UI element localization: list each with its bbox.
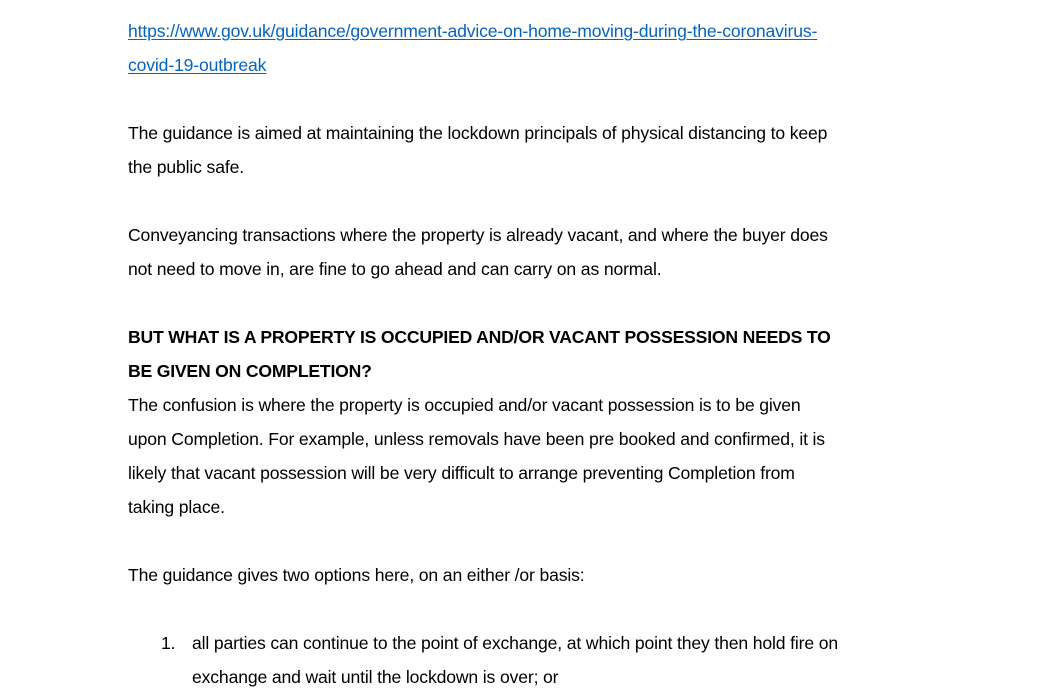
paragraph-line: The confusion is where the property is occupied and/or vacant possession is to be given xyxy=(128,395,801,415)
paragraph-guidance-aim xyxy=(128,116,928,184)
spacer xyxy=(128,184,928,218)
paragraph-line: not need to move in, are fine to go ahead and can carry on as normal. xyxy=(128,259,662,279)
heading-line: BUT WHAT IS A PROPERTY IS OCCUPIED AND/OR VACANT POSSESSION NEEDS TO xyxy=(128,327,831,347)
spacer xyxy=(128,524,928,558)
spacer xyxy=(128,286,928,320)
paragraph-line: The guidance is aimed at maintaining the lockdown principals of physical distancing to keep xyxy=(128,123,828,143)
paragraph-vacant-property xyxy=(128,218,928,286)
paragraph-line: The guidance gives two options here, on an either /or basis: xyxy=(128,565,585,585)
list-item-line: exchange and wait until the lockdown is over; or xyxy=(192,667,559,687)
paragraph-options-intro xyxy=(128,558,928,592)
list-item-line: all parties can continue to the point of exchange, at which point they then hold fire on xyxy=(192,633,839,653)
paragraph-line: upon Completion. For example, unless removals have been pre booked and confirmed, it is xyxy=(128,429,825,449)
document-body xyxy=(128,14,928,694)
paragraph-line: the public safe. xyxy=(128,157,244,177)
paragraph-line: taking place. xyxy=(128,497,225,517)
spacer xyxy=(128,592,928,626)
section-heading xyxy=(128,320,928,388)
spacer xyxy=(128,82,928,116)
list-item xyxy=(128,626,928,694)
heading-line: BE GIVEN ON COMPLETION? xyxy=(128,361,372,381)
paragraph-line: Conveyancing transactions where the property is already vacant, and where the buyer does xyxy=(128,225,828,245)
paragraph-confusion xyxy=(128,388,928,524)
guidance-link-line-2[interactable]: covid-19-outbreak xyxy=(128,55,267,75)
guidance-link-line-1[interactable]: https://www.gov.uk/guidance/government-advice-on-home-moving-during-the-coronavirus- xyxy=(128,21,818,41)
list-number: 1. xyxy=(161,633,176,653)
paragraph-line: likely that vacant possession will be very difficult to arrange preventing Completion from xyxy=(128,463,795,483)
